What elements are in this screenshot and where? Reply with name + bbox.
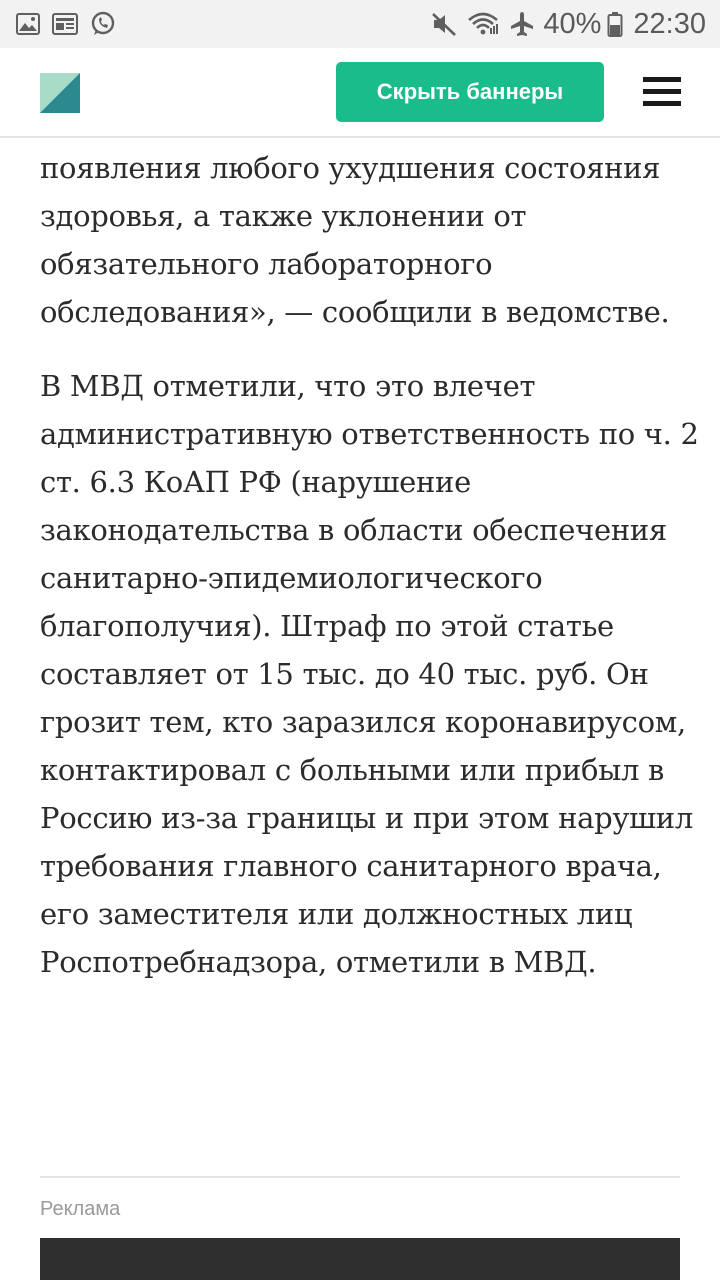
status-bar: [0, 0, 720, 48]
site-header: [0, 48, 720, 138]
wifi-icon: [467, 11, 499, 37]
article-paragraph: В МВД отметили, что это влечет административную ответственность по ч. 2 ст. 6.3 КоАП РФ (нарушение законодательства в области обеспечения санитарно-эпидемиологического благополучия). Штраф по этой статье составляет от 15 тыс. до 40 тыс. руб. Он грозит тем, кто заразился коронавирусом, контактировал с больными или прибыл в Россию из-за границы и при этом нарушил требования главного санитарного врача, его заместителя или должностных лиц Роспотребнадзора, отметили в МВД.: [40, 369, 699, 979]
hide-banners-button[interactable]: Скрыть баннеры: [336, 62, 604, 122]
airplane-icon: [509, 11, 535, 37]
hamburger-menu-icon[interactable]: [643, 77, 681, 109]
site-logo[interactable]: [40, 73, 80, 113]
mute-icon: [431, 11, 457, 37]
news-icon: [52, 13, 78, 35]
divider: [40, 1176, 680, 1178]
article-body: [40, 96, 700, 1012]
clock: 22:30: [633, 7, 706, 40]
battery-icon: [607, 11, 623, 37]
gallery-icon: [16, 13, 40, 35]
ad-banner[interactable]: [40, 1238, 680, 1280]
battery-percent: 40%: [543, 7, 602, 40]
whatsapp-icon: [90, 11, 116, 37]
paragraph-text: появления любого ухудшения состояния здоровья, а также уклонении от обязательного лабораторного обследования», — сообщили в ведомстве.: [40, 151, 670, 329]
ad-label: Реклама: [40, 1198, 121, 1220]
